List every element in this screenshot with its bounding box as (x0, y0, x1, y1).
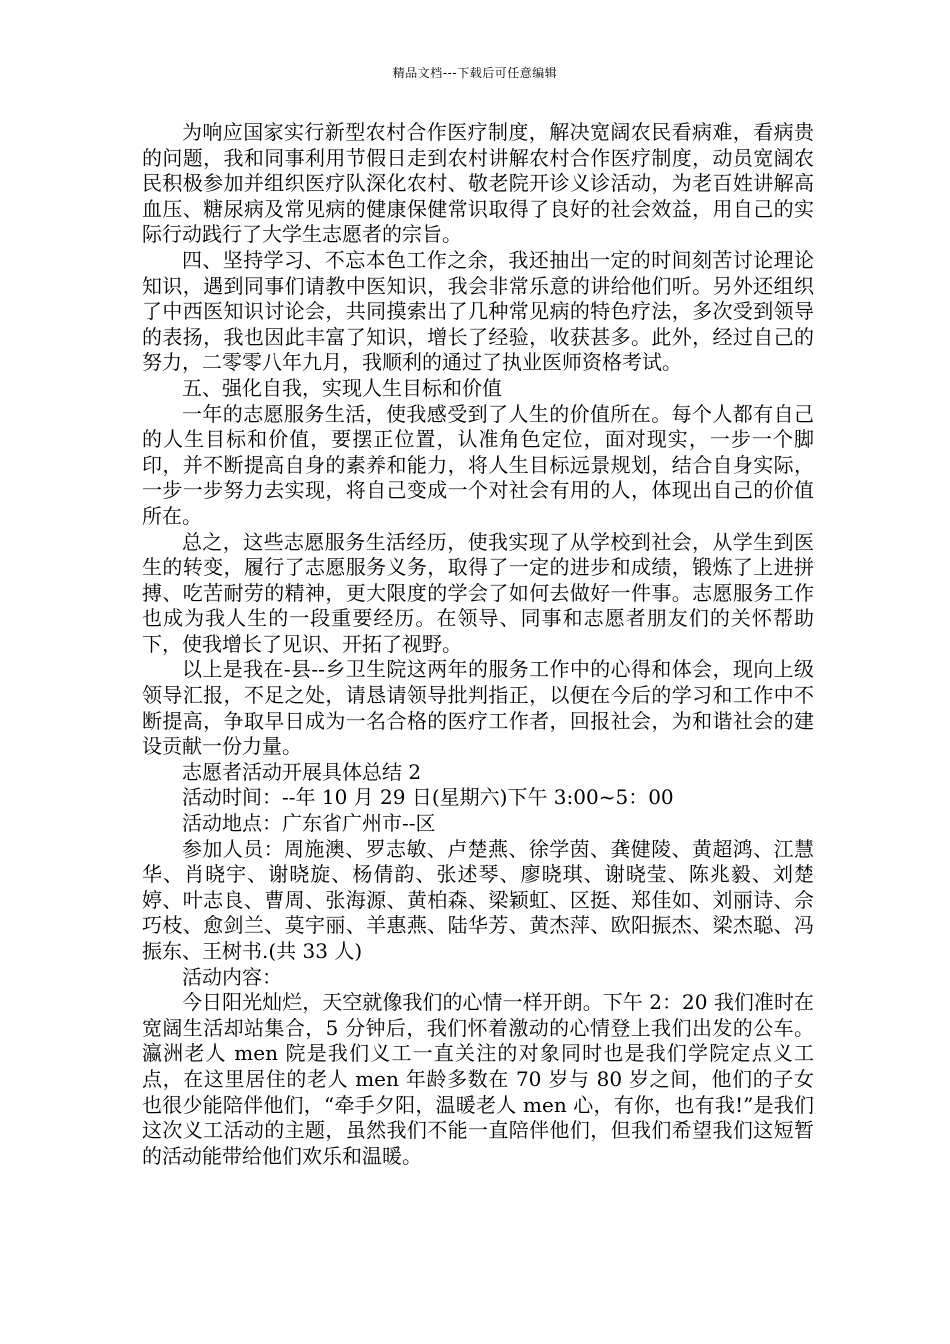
activity-time: 活动时间：--年 10 月 29 日(星期六)下午 3:00~5：00 (182, 785, 674, 810)
paragraph-activity: 今日阳光灿烂，天空就像我们的心情一样开朗。下午 2：20 我们准时在宽阔生活却站集合，5 分钟后，我们怀着激动的心情登上我们出发的公车。瀛洲老人 men 院是我们义工一直关注的对象同时也是我们学院定点义工点，在这里居住的老人 men 年龄多数在 70 岁与 80 岁之间，他们的子女也很少能陪伴他们，“牵手夕阳，温暖老人 men 心，有你，也有我!”是我们这次义工活动的主题，虽然我们不能一直陪伴他们，但我们希望我们这短暂的活动能带给他们欢乐和温暖。 (142, 990, 814, 1168)
section-heading-self: 五、强化自我，实现人生目标和价值 (182, 375, 502, 400)
participants: 参加人员：周施澳、罗志敏、卢楚燕、徐学茵、龚健陵、黄超鸿、江慧华、肖晓宇、谢晓旋、杨倩韵、张述琴、廖晓琪、谢晓莹、陈兆毅、刘楚婷、叶志良、曹周、张海源、黄柏森、梁颖虹、区挺、郑佳如、刘丽诗、佘巧枝、愈剑兰、莫宇丽、羊惠燕、陆华芳、黄杰萍、欧阳振杰、梁杰聪、冯振东、王树书.(共 33 人) (142, 836, 814, 963)
paragraph-report: 以上是我在-县--乡卫生院这两年的服务工作中的心得和体会，现向上级领导汇报，不足之处，请恳请领导批判指正，以便在今后的学习和工作中不断提高，争取早日成为一名合格的医疗工作者，回报社会，为和谐社会的建设贡献一份力量。 (142, 657, 814, 759)
paragraph-value: 一年的志愿服务生活，使我感受到了人生的价值所在。每个人都有自己的人生目标和价值，要摆正位置，认准角色定位，面对现实，一步一个脚印，并不断提高自身的素养和能力，将人生目标远景规划，结合自身实际，一步一步努力去实现，将自己变成一个对社会有用的人，体现出自己的价值所在。 (142, 401, 814, 528)
activity-location: 活动地点：广东省广州市--区 (182, 811, 436, 836)
activity-content-label: 活动内容： (182, 964, 282, 989)
section-title-summary-2: 志愿者活动开展具体总结 2 (182, 759, 422, 784)
document-body (142, 120, 814, 1169)
paragraph-rural-medical: 为响应国家实行新型农村合作医疗制度，解决宽阔农民看病难，看病贵的问题，我和同事利用节假日走到农村讲解农村合作医疗制度，动员宽阔农民积极参加并组织医疗队深化农村、敬老院开诊义诊活动，为老百姓讲解高血压、糖尿病及常见病的健康保健常识取得了良好的社会效益，用自己的实际行动践行了大学生志愿者的宗旨。 (142, 120, 814, 247)
paragraph-summary: 总之，这些志愿服务生活经历，使我实现了从学校到社会，从学生到医生的转变，履行了志愿服务义务，取得了一定的进步和成绩，锻炼了上进拼搏、吃苦耐劳的精神，更大限度的学会了如何去做好一件事。志愿服务工作也成为我人生的一段重要经历。在领导、同事和志愿者朋友们的关怀帮助下，使我增长了见识、开拓了视野。 (142, 529, 814, 656)
page-header: 精品文档---下载后可任意编辑 (392, 66, 558, 80)
paragraph-study: 四、坚持学习、不忘本色工作之余，我还抽出一定的时间刻苦讨论理论知识，遇到同事们请教中医知识，我会非常乐意的讲给他们听。另外还组织了中西医知识讨论会，共同摸索出了几种常见病的特色疗法，多次受到领导的表扬，我也因此丰富了知识，增长了经验，收获甚多。此外，经过自己的努力，二零零八年九月，我顺利的通过了执业医师资格考试。 (142, 247, 814, 375)
